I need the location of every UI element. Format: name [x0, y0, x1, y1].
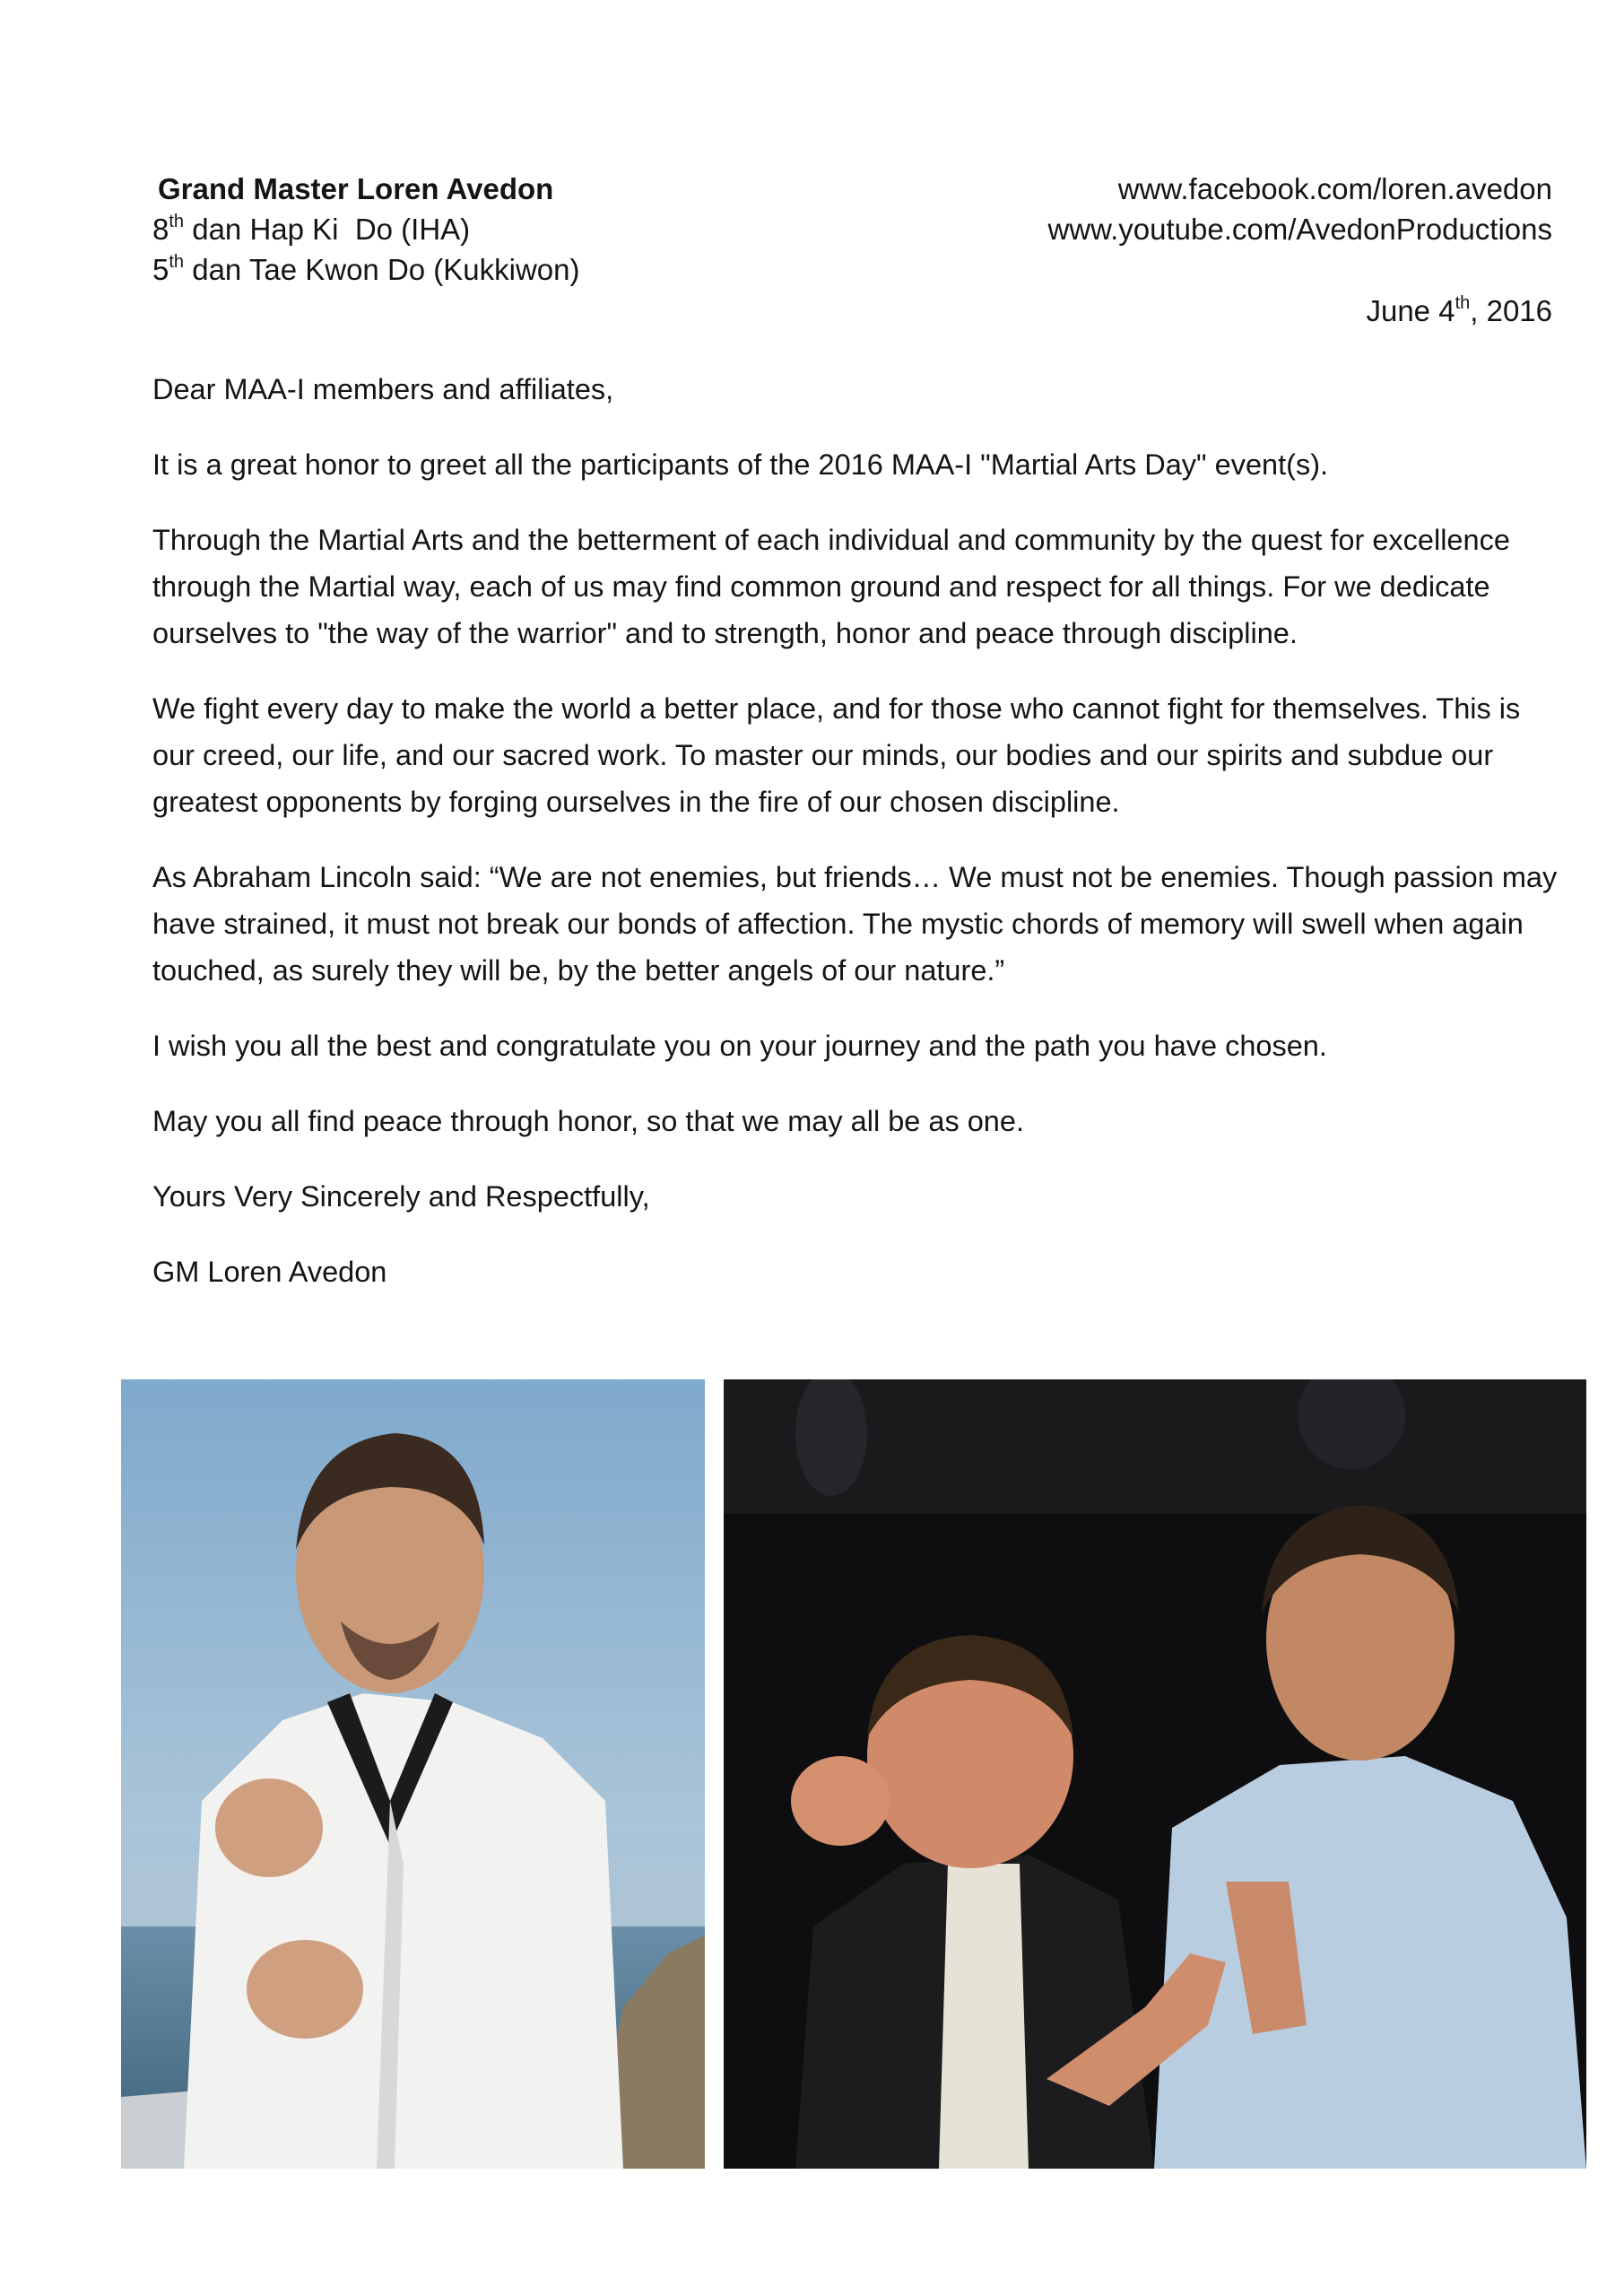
- date-year: , 2016: [1470, 294, 1552, 327]
- salutation: Dear MAA-I members and affiliates,: [152, 373, 614, 405]
- author-name: Grand Master Loren Avedon: [158, 172, 554, 205]
- photo-two-men-image: [724, 1379, 1586, 2169]
- rank-hapkido: [152, 209, 580, 249]
- paragraph-lincoln-quote: As Abraham Lincoln said: “We are not enemies, but friends… We must not be enemies. Though passion may have strained, it must not break our bonds of affection. The mystic chords of memory will swell when again touched, as surely they will be, by the better angels of our nature.”: [152, 861, 1558, 987]
- rank-hapkido-number: 8: [152, 213, 169, 246]
- photo-martial-artist: [121, 1379, 705, 2169]
- letter-body: [152, 366, 1569, 1324]
- photo-martial-artist-image: [121, 1379, 705, 2169]
- rank-hapkido-suffix: th: [169, 212, 185, 231]
- rank-taekwondo: [152, 249, 580, 290]
- date-prefix: June 4: [1366, 294, 1455, 327]
- paragraph-peace: May you all find peace through honor, so that we may all be as one.: [152, 1105, 1024, 1137]
- paragraph-wishes: I wish you all the best and congratulate you on your journey and the path you have chosen.: [152, 1030, 1327, 1062]
- rank-taekwondo-number: 5: [152, 253, 169, 286]
- photo-two-men: [724, 1379, 1586, 2169]
- letterhead-left: [152, 169, 580, 290]
- facebook-link[interactable]: www.facebook.com/loren.avedon: [1117, 172, 1552, 205]
- letterhead-right: [1047, 169, 1552, 249]
- rank-hapkido-text: dan Hap Ki Do (IHA): [184, 213, 471, 246]
- date-suffix: th: [1455, 293, 1471, 313]
- youtube-link[interactable]: www.youtube.com/AvedonProductions: [1047, 213, 1552, 246]
- letter-date: [1366, 291, 1552, 331]
- paragraph-creed: We fight every day to make the world a better place, and for those who cannot fight for themselves. This is our creed, our life, and our sacred work. To master our minds, our bodies and our spirits and subdue our greatest opponents by forging ourselves in the fire of our chosen discipline.: [152, 692, 1521, 818]
- signature: GM Loren Avedon: [152, 1256, 387, 1288]
- paragraph-greeting: It is a great honor to greet all the participants of the 2016 MAA-I "Martial Arts Day" event(s).: [152, 448, 1329, 481]
- rank-taekwondo-text: dan Tae Kwon Do (Kukkiwon): [184, 253, 580, 286]
- paragraph-martial-way: Through the Martial Arts and the betterment of each individual and community by the quest for excellence through the Martial way, each of us may find common ground and respect for all things. For we dedicate ourselves to "the way of the warrior" and to strength, honor and peace through discipline.: [152, 524, 1510, 649]
- closing: Yours Very Sincerely and Respectfully,: [152, 1180, 650, 1213]
- rank-taekwondo-suffix: th: [169, 252, 185, 272]
